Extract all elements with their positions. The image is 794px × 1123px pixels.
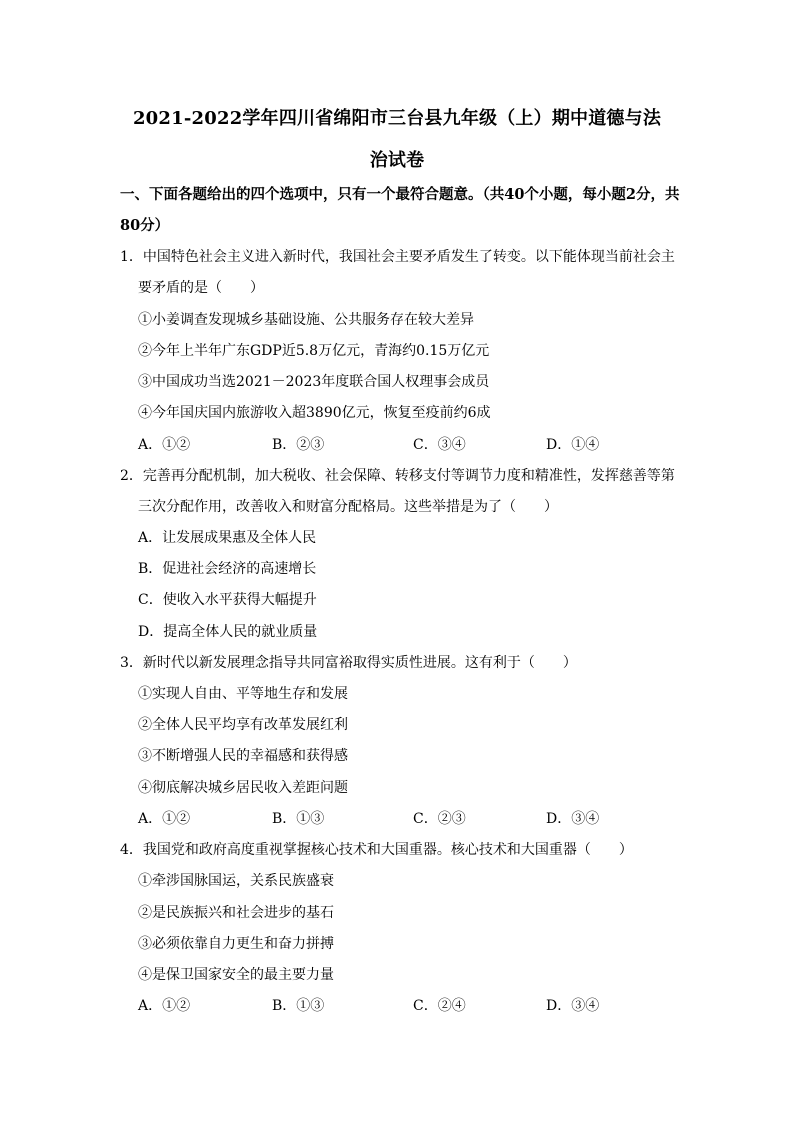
choice-c: C．②③ xyxy=(413,811,466,827)
statement-item: ③必须依靠自力更生和奋力拼搏 xyxy=(138,936,334,952)
choice-c: C．②④ xyxy=(413,998,466,1014)
section-heading-line-2: 80分） xyxy=(120,217,170,234)
exam-title-line-1: 2021-2022学年四川省绵阳市三台县九年级（上）期中道德与法 xyxy=(132,108,662,129)
statement-item: ②全体人民平均享有改革发展红利 xyxy=(138,717,348,733)
statement-item: ②今年上半年广东GDP近5.8万亿元，青海约0.15万亿元 xyxy=(138,343,490,359)
choice-a: A．①② xyxy=(138,998,191,1014)
statement-item: ④是保卫国家安全的最主要力量 xyxy=(138,967,334,983)
choice-d: D．提高全体人民的就业质量 xyxy=(138,624,318,640)
choice-c: C．使收入水平获得大幅提升 xyxy=(138,592,317,608)
statement-item: ②是民族振兴和社会进步的基石 xyxy=(138,905,334,921)
choice-d: D．①④ xyxy=(546,437,600,453)
choice-d: D．③④ xyxy=(546,811,600,827)
statement-item: ①实现人自由、平等地生存和发展 xyxy=(138,686,348,702)
statement-item: ①牵涉国脉国运，关系民族盛衰 xyxy=(138,873,334,889)
question-stem: 1．中国特色社会主义进入新时代，我国社会主要矛盾发生了转变。以下能体现当前社会主 xyxy=(120,249,675,265)
section-heading-line-1: 一、下面各题给出的四个选项中，只有一个最符合题意。（共40个小题，每小题2分，共 xyxy=(120,186,680,203)
statement-item: ④今年国庆国内旅游收入超3890亿元，恢复至疫前约6成 xyxy=(138,405,491,421)
choice-a: A．①② xyxy=(138,437,191,453)
question-stem: 3．新时代以新发展理念指导共同富裕取得实质性进展。这有利于（ ） xyxy=(120,655,577,671)
choice-b: B．①③ xyxy=(272,811,325,827)
question-stem: 2．完善再分配机制，加大税收、社会保障、转移支付等调节力度和精准性，发挥慈善等第 xyxy=(120,468,675,484)
choice-b: B．①③ xyxy=(272,998,325,1014)
question-stem-continued: 要矛盾的是（ ） xyxy=(138,280,264,296)
statement-item: ①小姜调查发现城乡基础设施、公共服务存在较大差异 xyxy=(138,312,474,328)
exam-title-line-2: 治试卷 xyxy=(369,150,425,171)
choice-c: C．③④ xyxy=(413,437,466,453)
choice-d: D．③④ xyxy=(546,998,600,1014)
statement-item: ④彻底解决城乡居民收入差距问题 xyxy=(138,780,348,796)
question-stem: 4．我国党和政府高度重视掌握核心技术和大国重器。核心技术和大国重器（ ） xyxy=(120,842,633,858)
statement-item: ③中国成功当选2021－2023年度联合国人权理事会成员 xyxy=(138,374,490,390)
choice-b: B．②③ xyxy=(272,437,325,453)
question-stem-continued: 三次分配作用，改善收入和财富分配格局。这些举措是为了（ ） xyxy=(138,499,558,515)
choice-b: B．促进社会经济的高速增长 xyxy=(138,561,317,577)
statement-item: ③不断增强人民的幸福感和获得感 xyxy=(138,748,348,764)
choice-a: A．①② xyxy=(138,811,191,827)
choice-a: A．让发展成果惠及全体人民 xyxy=(138,530,317,546)
